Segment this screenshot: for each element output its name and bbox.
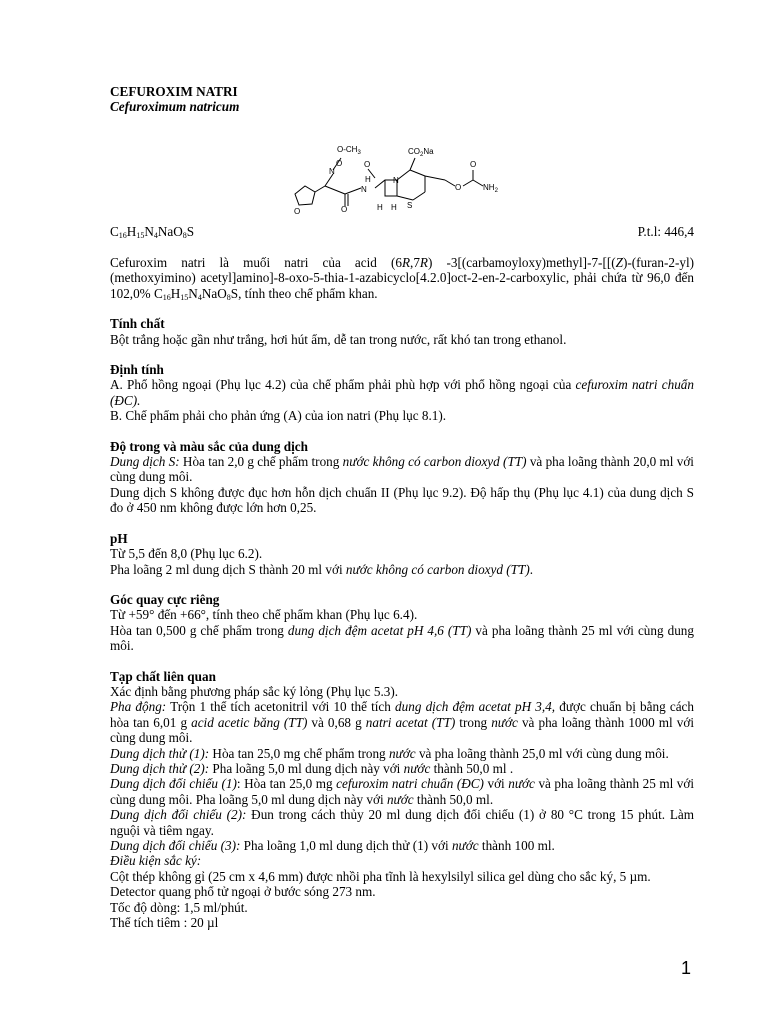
the-tich-tiem: Thể tích tiêm : 20 µl <box>110 915 219 931</box>
formula-row <box>110 224 694 240</box>
ph-l2: Pha loãng 2 ml dung dịch S thành 20 ml với nước không có carbon dioxyd (TT). <box>110 561 534 577</box>
latin-name: Cefuroximum natricum <box>110 99 240 115</box>
tap-chat-l1: Xác định bằng phương pháp sắc ký lỏng (Phụ lục 5.3). <box>110 683 399 699</box>
heading-dinh-tinh: Định tính <box>110 362 164 378</box>
label-n: N <box>329 167 335 176</box>
goc-quay-l1: Từ +59° đến +66°, tính theo chế phẩm khan (Phụ lục 6.4). <box>110 607 418 623</box>
dung-dich-doi-chieu-1: Dung dịch đối chiếu (1): Hòa tan 25,0 mg cefuroxim natri chuẩn (ĐC) với nước và pha loãng thành 25 ml với cùng dung môi. Pha loãng 5,0 ml dung dịch này với nước thành 50,0 ml. <box>110 776 694 807</box>
label-furan-o: O <box>294 207 301 216</box>
heading-tinh-chat: Tính chất <box>110 316 165 332</box>
dung-dich-doi-chieu-2: Dung dịch đối chiếu (2): Đun trong cách thủy 20 ml dung dịch đối chiếu (1) ở 80 °C trong 15 phút. Làm nguội và tiêm ngay. <box>110 807 694 838</box>
do-trong-p2: Dung dịch S không được đục hơn hỗn dịch chuẩn II (Phụ lục 9.2). Độ hấp thụ (Phụ lục 4.1) của dung dịch S đo ở 450 nm không được lớn hơn 0,25. <box>110 484 694 516</box>
label-nh: N <box>361 185 367 194</box>
dinh-tinh-a: A. Phổ hồng ngoại (Phụ lục 4.2) của chế phẩm phải phù hợp với phổ hồng ngoại của cefuroxim natri chuẩn (ĐC). <box>110 377 694 408</box>
pha-dong: Pha động: Trộn 1 thể tích acetonitril với 10 thể tích dung dịch đệm acetat pH 3,4, được chuẩn bị bằng cách hòa tan 6,01 g acid acetic băng (TT) và 0,68 g natri acetat (TT) trong nước và pha loãng thành 1000 ml với cùng dung môi. <box>110 699 695 746</box>
tinh-chat-text: Bột trắng hoặc gần như trắng, hơi hút ẩm, dễ tan trong nước, rất khó tan trong ethanol. <box>110 331 567 347</box>
page-header <box>110 84 694 115</box>
goc-quay-l2: Hòa tan 0,500 g chế phẩm trong dung dịch đệm acetat pH 4,6 (TT) và pha loãng thành 25 ml với cùng dung môi. <box>110 622 694 654</box>
dieu-kien-sac-ky: Điều kiện sắc ký: <box>110 853 202 869</box>
dinh-tinh-b: B. Chế phẩm phải cho phản ứng (A) của ion natri (Phụ lục 8.1). <box>110 408 447 424</box>
heading-tap-chat: Tạp chất liên quan <box>110 668 216 684</box>
page-title: CEFUROXIM NATRI <box>110 84 238 99</box>
label-n2: N <box>393 176 399 185</box>
page-number: 1 <box>681 958 692 978</box>
label-o3: O <box>341 205 348 214</box>
dung-dich-doi-chieu-3: Dung dịch đối chiếu (3): Pha loãng 1,0 ml dung dịch thử (1) với nước thành 100 ml. <box>110 838 555 853</box>
toc-do-dong: Tốc độ dòng: 1,5 ml/phút. <box>110 899 248 915</box>
detector: Detector quang phổ tử ngoại ở bước sóng 273 nm. <box>110 884 376 900</box>
label-och3: $O-CH_3$ <box>337 145 361 156</box>
label-o2: O <box>364 160 371 169</box>
heading-ph: pH <box>110 530 128 546</box>
monograph-body <box>110 255 694 930</box>
heading-goc-quay: Góc quay cực riêng <box>110 591 220 607</box>
chemical-structure <box>285 142 507 220</box>
label-o1: O <box>336 159 343 168</box>
do-trong-s: Dung dịch S: Hòa tan 2,0 g chế phẩm trong nước không có carbon dioxyd (TT) và pha loãng thành 20,0 ml với cùng dung môi. <box>110 454 694 485</box>
dung-dich-thu-1: Dung dịch thử (1): Hòa tan 25,0 mg chế phẩm trong nước và pha loãng thành 25,0 ml với cùng dung môi. <box>110 745 669 761</box>
label-co2na: $CO_2Na$ <box>408 147 434 158</box>
ph-l1: Từ 5,5 đến 8,0 (Phụ lục 6.2). <box>110 546 263 562</box>
label-o4: O <box>455 183 462 192</box>
label-s: S <box>407 201 413 210</box>
label-h2: H <box>377 203 383 212</box>
label-h3: H <box>391 203 397 212</box>
label-o5: O <box>470 160 477 169</box>
intro-paragraph: Cefuroxim natri là muối natri của acid (6R,7R) -3[(carbamoyloxy)methyl]-7-[[(Z)-(furan-2-yl) (methoxyimino) acetyl]amino]-8-oxo-5-thia-1-azabicyclo[4.2.0]oct-2-en-2-carboxylic, phải chứa từ 96,0 đến 102,0% $C_{16}H_{15}N_4NaO_8S$, tính theo chế phẩm khan. <box>110 255 695 302</box>
molecular-weight: P.t.l: 446,4 <box>637 224 694 239</box>
cot-sac-ky: Cột thép không gỉ (25 cm x 4,6 mm) được nhồi pha tĩnh là hexylsilyl silica gel dùng cho sắc ký, 5 µm. <box>110 868 651 884</box>
heading-do-trong: Độ trong và màu sắc của dung dịch <box>110 438 308 454</box>
molecular-formula: $C_{16}H_{15}N_4NaO_8S$ <box>110 224 195 240</box>
dung-dich-thu-2: Dung dịch thử (2): Pha loãng 5,0 ml dung dịch này với nước thành 50,0 ml . <box>110 760 514 776</box>
label-nh2: $NH_2$ <box>483 183 498 194</box>
furan-ring <box>295 186 315 205</box>
label-h1: H <box>365 175 371 184</box>
